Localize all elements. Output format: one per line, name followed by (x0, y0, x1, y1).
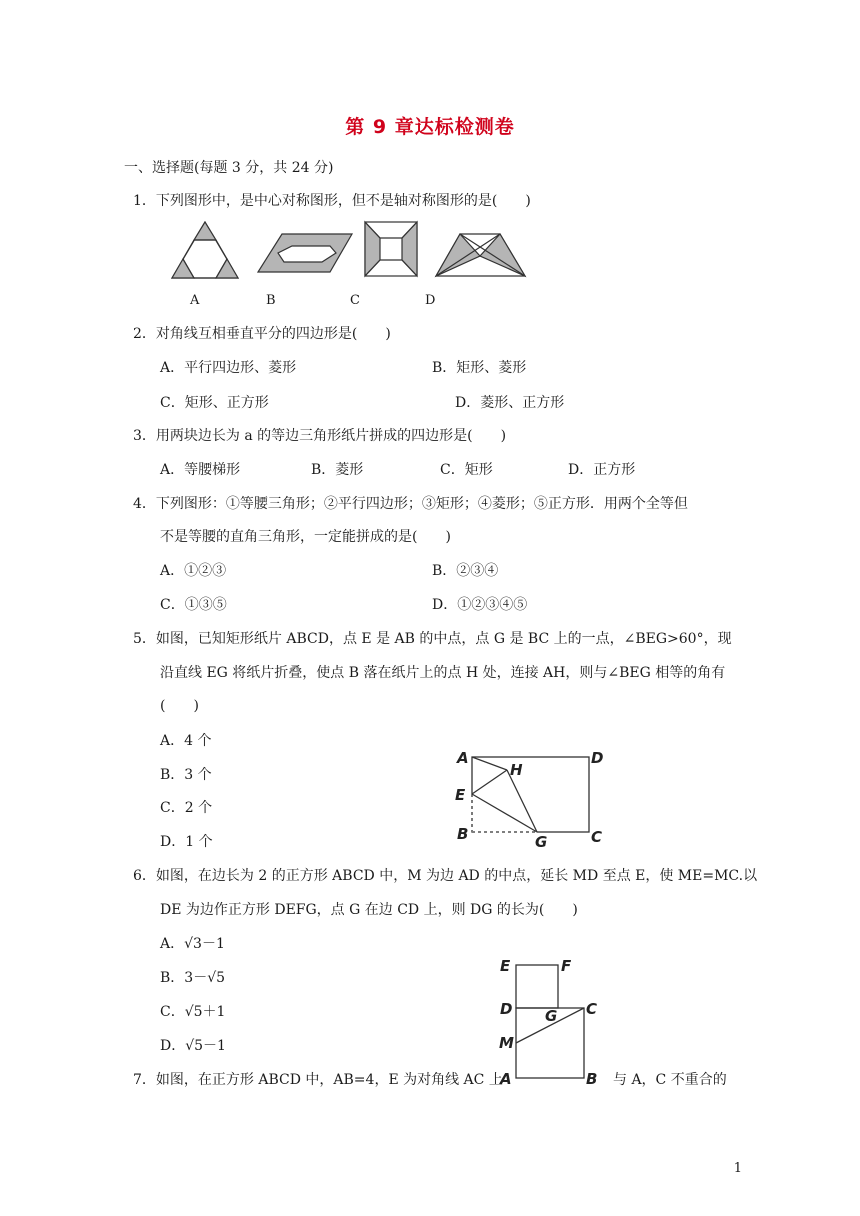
q6-label-e: E (500, 957, 511, 975)
q6-option-a: A．√3－1 (160, 936, 225, 952)
q5-stem-line2: 沿直线 EG 将纸片折叠，使点 B 落在纸片上的点 H 处，连接 AH，则与∠BEG 相等的角有 (160, 665, 726, 681)
q2-option-b: B．矩形、菱形 (432, 360, 527, 376)
q3-option-b: B．菱形 (311, 462, 364, 478)
q5-label-b: B (457, 825, 469, 843)
q1-label-c: C (350, 293, 360, 308)
q4-option-a: A．①②③ (160, 563, 227, 579)
q5-stem-line1: 5．如图，已知矩形纸片 ABCD，点 E 是 AB 的中点，点 G 是 BC 上的一点，∠BEG>60°，现 (133, 631, 732, 647)
q7-stem-right: 与 A，C 不重合的 (613, 1072, 727, 1088)
q3-option-a: A．等腰梯形 (160, 462, 241, 478)
q1-label-b: B (266, 293, 276, 308)
page-title: 第 9 章达标检测卷 (345, 116, 515, 138)
q5-label-h: H (510, 761, 523, 779)
q5-option-c: C．2 个 (160, 800, 213, 816)
q2-option-a: A．平行四边形、菱形 (160, 360, 297, 376)
q6-stem-line2: DE 为边作正方形 DEFG，点 G 在边 CD 上，则 DG 的长为( ) (160, 902, 578, 918)
q6-option-c: C．√5＋1 (160, 1004, 226, 1020)
q6-label-f: F (561, 957, 572, 975)
q5-label-a: A (457, 749, 469, 767)
q5-stem-line3: ( ) (160, 698, 199, 714)
q5-label-e: E (455, 786, 466, 804)
q2-option-c: C．矩形、正方形 (160, 395, 269, 411)
q5-option-a: A．4 个 (160, 733, 212, 749)
q1-stem: 1．下列图形中，是中心对称图形，但不是轴对称图形的是( ) (133, 193, 531, 209)
q6-stem-line1: 6．如图，在边长为 2 的正方形 ABCD 中，M 为边 AD 的中点，延长 MD 至点 E，使 ME=MC.以 (133, 868, 758, 884)
q5-option-b: B．3 个 (160, 767, 212, 783)
q5-label-c: C (591, 828, 603, 846)
q4-stem-line2: 不是等腰的直角三角形，一定能拼成的是( ) (160, 529, 451, 545)
q3-stem: 3．用两块边长为 a 的等边三角形纸片拼成的四边形是( ) (133, 428, 507, 444)
q5-label-d: D (591, 749, 604, 767)
q3-option-c: C．矩形 (440, 462, 493, 478)
q6-label-a: A (500, 1070, 512, 1088)
q4-option-d: D．①②③④⑤ (432, 597, 528, 613)
q4-option-c: C．①③⑤ (160, 597, 227, 613)
q6-label-m: M (499, 1034, 514, 1052)
q4-stem-line1: 4．下列图形：①等腰三角形；②平行四边形；③矩形；④菱形；⑤正方形．用两个全等但 (133, 496, 688, 512)
page-number: 1 (733, 1161, 742, 1176)
q6-option-d: D．√5－1 (160, 1038, 226, 1054)
q1-label-a: A (190, 293, 200, 308)
q7-stem-left: 7．如图，在正方形 ABCD 中，AB=4，E 为对角线 AC 上 (133, 1072, 503, 1088)
q6-label-c: C (586, 1000, 598, 1018)
q2-option-d: D．菱形、正方形 (455, 395, 565, 411)
q6-label-g: G (545, 1007, 558, 1025)
q6-label-b: B (586, 1070, 598, 1088)
section-heading: 一、选择题(每题 3 分，共 24 分) (124, 160, 334, 176)
q5-option-d: D．1 个 (160, 834, 213, 850)
q1-label-d: D (425, 293, 436, 308)
q5-label-g: G (535, 833, 548, 851)
q6-label-d: D (500, 1000, 513, 1018)
q6-option-b: B．3－√5 (160, 970, 226, 986)
q4-option-b: B．②③④ (432, 563, 499, 579)
q2-stem: 2．对角线互相垂直平分的四边形是( ) (133, 326, 391, 342)
q3-option-d: D．正方形 (568, 462, 636, 478)
